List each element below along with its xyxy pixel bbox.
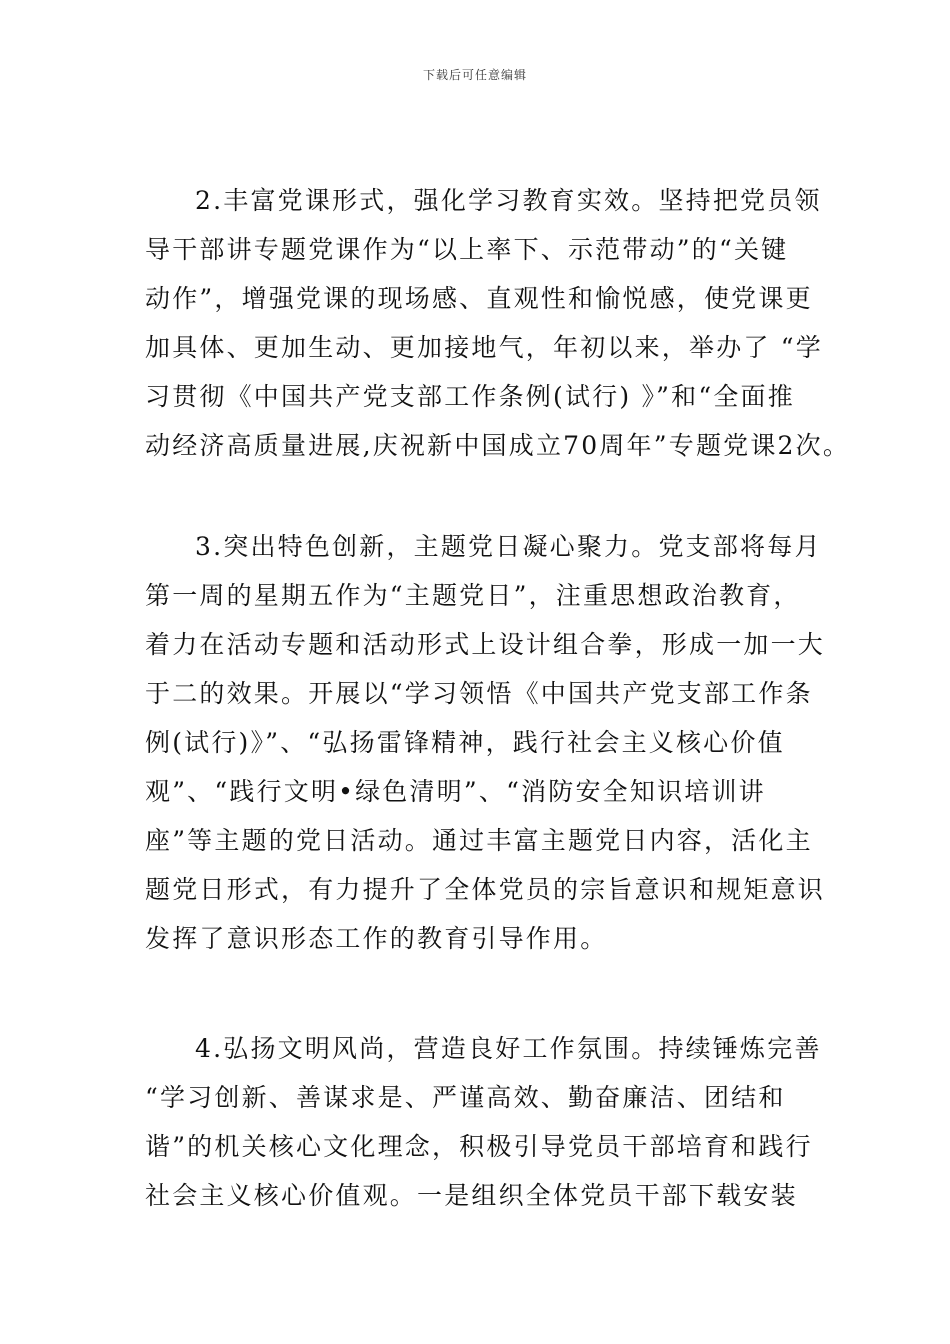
paragraph-theme-party-day <box>145 522 825 963</box>
paragraph-line: 导干部讲专题党课作为“以上率下、示范带动”的“关键 <box>145 235 789 264</box>
paragraph-line: “学习创新、善谋求是、严谨高效、勤奋廉洁、团结和 <box>145 1083 786 1112</box>
paragraph-line: 于二的效果。开展以“学习领悟《中国共产党支部工作条 <box>145 679 813 708</box>
paragraph-line: 观”、“践行文明•绿色清明”、“消防安全知识培训讲 <box>145 777 766 806</box>
paragraph-party-lessons <box>145 176 850 470</box>
paragraph-line: 4.弘扬文明风尚，营造良好工作氛围。持续锤炼完善 <box>195 1034 822 1063</box>
paragraph-line: 动作”，增强党课的现场感、直观性和愉悦感，使党课更 <box>145 284 813 313</box>
paragraph-line: 加具体、更加生动、更加接地气，年初以来，举办了 “学 <box>145 333 823 362</box>
paragraph-line: 着力在活动专题和活动形式上设计组合拳，形成一加一大 <box>145 630 826 659</box>
paragraph-line: 第一周的星期五作为“主题党日”，注重思想政治教育， <box>145 581 801 610</box>
paragraph-line: 动经济高质量进展,庆祝新中国成立70周年”专题党课2次。 <box>145 431 851 460</box>
paragraph-civilized-culture <box>145 1024 822 1220</box>
paragraph-line: 例(试行)》”、“弘扬雷锋精神，践行社会主义核心价值 <box>145 728 785 757</box>
paragraph-line: 发挥了意识形态工作的教育引导作用。 <box>145 924 608 953</box>
paragraph-line: 习贯彻《中国共产党支部工作条例(试行) 》”和“全面推 <box>145 382 795 411</box>
page-header-note: 下载后可任意编辑 <box>422 68 527 82</box>
paragraph-line: 座”等主题的党日活动。通过丰富主题党日内容，活化主 <box>145 826 813 855</box>
paragraph-line: 题党日形式，有力提升了全体党员的宗旨意识和规矩意识 <box>145 875 826 904</box>
paragraph-line: 2.丰富党课形式，强化学习教育实效。坚持把党员领 <box>195 186 822 215</box>
paragraph-line: 3.突出特色创新，主题党日凝心聚力。党支部将每月 <box>195 532 822 561</box>
paragraph-line: 谐”的机关核心文化理念，积极引导党员干部培育和践行 <box>145 1132 813 1161</box>
paragraph-line: 社会主义核心价值观。一是组织全体党员干部下载安装 <box>145 1181 798 1210</box>
